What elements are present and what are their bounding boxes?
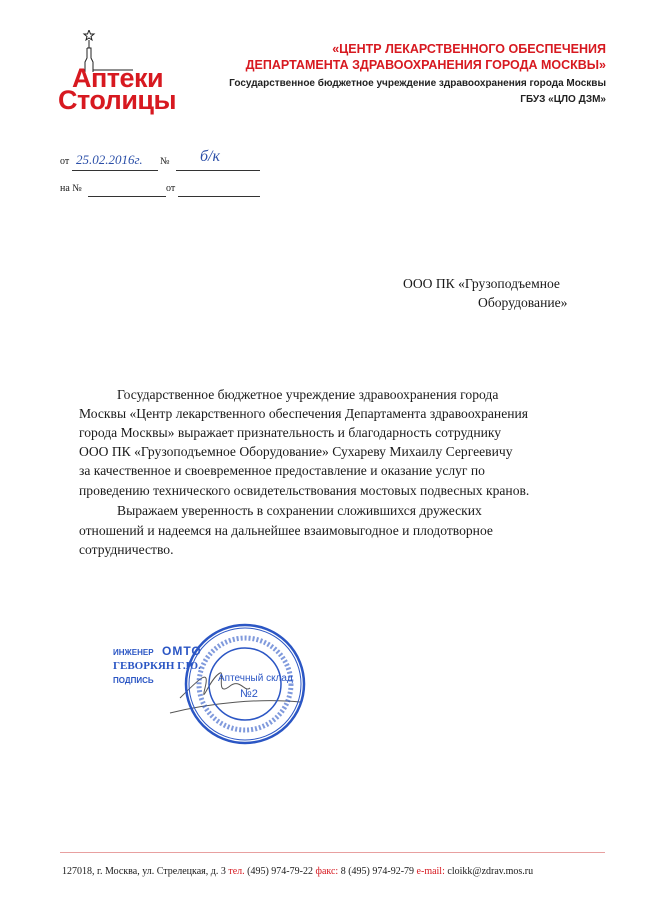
- stamp-dept: ОМТО: [162, 644, 202, 658]
- body-line: за качественное и своевременное предоставление и оказание услуг по: [79, 463, 485, 478]
- number-underline: [176, 170, 260, 171]
- letter-number: б/к: [200, 148, 220, 165]
- letter-date: 25.02.2016г.: [76, 152, 143, 167]
- seal-icon: [183, 622, 307, 746]
- footer-fax-label: факс:: [315, 866, 339, 877]
- logo-line1: Аптеки: [72, 63, 164, 93]
- from-label: от: [60, 156, 70, 167]
- number-label: №: [160, 156, 170, 167]
- date-underline: [72, 170, 158, 171]
- footer-tel-label: тел.: [228, 866, 245, 877]
- footer-divider: [60, 852, 605, 853]
- stamp-title: ИНЖЕНЕР: [113, 648, 154, 657]
- footer-email[interactable]: cloikk@zdrav.mos.ru: [447, 866, 534, 877]
- footer-email-label: e-mail:: [416, 866, 445, 877]
- addressee-line2: Оборудование»: [478, 295, 568, 310]
- org-abbr: ГБУЗ «ЦЛО ДЗМ»: [520, 94, 606, 105]
- stamp-sign-label: ПОДПИСЬ: [113, 676, 154, 685]
- body-line: Государственное бюджетное учреждение здравоохранения города: [117, 387, 499, 402]
- addressee-line1: ООО ПК «Грузоподъемное: [403, 276, 560, 291]
- seal-line2: №2: [240, 688, 258, 700]
- body-line: Выражаем уверенность в сохранении сложившихся дружеских: [117, 503, 482, 518]
- body-line: отношений и надеемся на дальнейшее взаимовыгодное и плодотворное: [79, 523, 493, 538]
- org-subtitle: Государственное бюджетное учреждение здравоохранения города Москвы: [229, 78, 606, 89]
- reply-from-label: от: [166, 183, 176, 194]
- footer: [62, 866, 533, 877]
- body-line: Москвы «Центр лекарственного обеспечения Департамента здравоохранения: [79, 406, 529, 421]
- footer-tel: (495) 974-79-22: [247, 866, 313, 877]
- body-line: города Москвы» выражает признательность и благодарность сотруднику: [79, 425, 502, 440]
- body-line: проведению технического освидетельствования мостовых подвесных кранов.: [79, 483, 530, 498]
- body-line: сотрудничество.: [79, 542, 174, 557]
- footer-address: 127018, г. Москва, ул. Стрелецкая, д. 3: [62, 866, 226, 877]
- reply-label: на №: [60, 183, 82, 194]
- org-name-line2: ДЕПАРТАМЕНТА ЗДРАВООХРАНЕНИЯ ГОРОДА МОСКВЫ»: [245, 58, 606, 72]
- body-line: ООО ПК «Грузоподъемное Оборудование» Сухареву Михаилу Сергеевичу: [79, 444, 513, 459]
- org-name-line1: «ЦЕНТР ЛЕКАРСТВЕННОГО ОБЕСПЕЧЕНИЯ: [332, 42, 606, 56]
- footer-fax: 8 (495) 974-92-79: [340, 866, 415, 877]
- stamp-name: ГЕВОРКЯН Г.Ю.: [113, 660, 201, 672]
- reply-number-underline: [88, 196, 166, 197]
- logo-line2: Столицы: [58, 85, 177, 115]
- reply-date-underline: [178, 196, 260, 197]
- seal-line1: Аптечный склад: [218, 673, 293, 684]
